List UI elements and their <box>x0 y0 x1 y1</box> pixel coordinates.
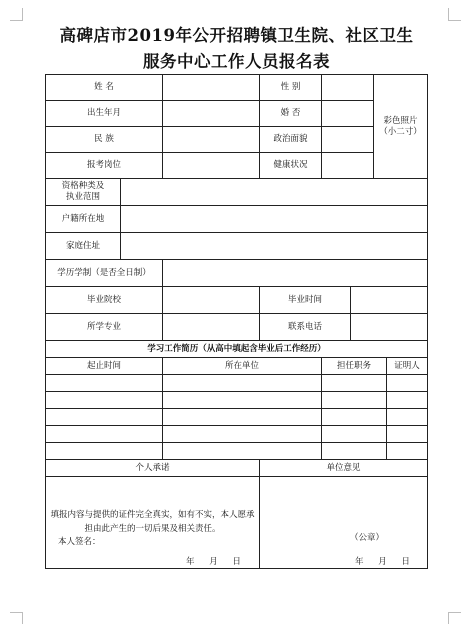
promise-text: 填报内容与提供的证件完全真实，如有不实，本人愿承担由此产生的一切后果及相关责任。 <box>50 510 255 534</box>
ruler-top-right-h <box>448 20 461 21</box>
photo-label: 彩色照片 <box>383 115 418 126</box>
ruler-top-left <box>22 8 23 20</box>
label-gender: 性 别 <box>260 75 322 101</box>
field-health[interactable] <box>322 153 374 179</box>
label-name: 姓 名 <box>46 75 163 101</box>
resume-cell-unit[interactable] <box>163 426 322 443</box>
label-phone: 联系电话 <box>260 314 351 341</box>
field-political[interactable] <box>322 127 374 153</box>
resume-cell-unit[interactable] <box>163 375 322 392</box>
opinion-cell[interactable] <box>260 477 428 569</box>
field-gender[interactable] <box>322 75 374 101</box>
resume-row <box>46 392 428 409</box>
resume-cell-period[interactable] <box>46 426 163 443</box>
resume-row <box>46 426 428 443</box>
resume-cell-position[interactable] <box>322 443 387 460</box>
photo-size-label: （小二寸） <box>379 126 422 137</box>
promise-cell[interactable] <box>46 477 260 569</box>
label-hukou: 户籍所在地 <box>46 206 121 233</box>
resume-row <box>46 375 428 392</box>
field-school[interactable] <box>163 287 260 314</box>
label-political: 政治面貌 <box>260 127 322 153</box>
resume-cell-period[interactable] <box>46 375 163 392</box>
resume-cell-position[interactable] <box>322 409 387 426</box>
field-name[interactable] <box>163 75 260 101</box>
resume-row <box>46 443 428 460</box>
signature-label: 本人签名： <box>58 537 101 547</box>
label-birth: 出生年月 <box>46 101 163 127</box>
ruler-bottom-left <box>22 612 23 624</box>
seal-label: （公章） <box>350 533 385 543</box>
field-ethnicity[interactable] <box>163 127 260 153</box>
label-position: 报考岗位 <box>46 153 163 179</box>
resume-cell-unit[interactable] <box>163 409 322 426</box>
resume-cell-unit[interactable] <box>163 392 322 409</box>
opinion-date: 年 月 日 <box>355 557 410 567</box>
field-grad-time[interactable] <box>351 287 428 314</box>
field-major[interactable] <box>163 314 260 341</box>
label-qualification-line1: 资格种类及 <box>61 181 105 192</box>
resume-cell-witness[interactable] <box>387 443 428 460</box>
label-address: 家庭住址 <box>46 233 121 260</box>
opinion-header: 单位意见 <box>260 460 428 477</box>
field-marital[interactable] <box>322 101 374 127</box>
promise-header: 个人承诺 <box>46 460 260 477</box>
ruler-bottom-left-h <box>10 612 23 613</box>
field-qualification[interactable] <box>121 179 428 206</box>
label-marital: 婚 否 <box>260 101 322 127</box>
label-qualification-line2: 执业范围 <box>65 192 100 202</box>
resume-header-period: 起止时间 <box>46 358 163 375</box>
resume-heading: 学习工作简历（从高中填起含毕业后工作经历） <box>46 341 428 358</box>
label-ethnicity: 民 族 <box>46 127 163 153</box>
registration-form-table <box>45 74 428 569</box>
label-health: 健康状况 <box>260 153 322 179</box>
resume-cell-period[interactable] <box>46 409 163 426</box>
label-grad-time: 毕业时间 <box>260 287 351 314</box>
label-school: 毕业院校 <box>46 287 163 314</box>
resume-header-position: 担任职务 <box>322 358 387 375</box>
resume-cell-witness[interactable] <box>387 392 428 409</box>
ruler-bottom-right <box>448 612 449 624</box>
resume-cell-unit[interactable] <box>163 443 322 460</box>
label-education: 学历学制（是否全日制） <box>46 260 163 287</box>
resume-cell-witness[interactable] <box>387 426 428 443</box>
field-position[interactable] <box>163 153 260 179</box>
label-major: 所学专业 <box>46 314 163 341</box>
promise-date: 年 月 日 <box>186 557 241 567</box>
resume-cell-position[interactable] <box>322 375 387 392</box>
field-education[interactable] <box>163 260 428 287</box>
field-phone[interactable] <box>351 314 428 341</box>
label-qualification <box>46 179 121 206</box>
ruler-bottom-right-h <box>448 612 461 613</box>
ruler-top-right <box>448 8 449 20</box>
field-birth[interactable] <box>163 101 260 127</box>
resume-cell-position[interactable] <box>322 392 387 409</box>
field-address[interactable] <box>121 233 428 260</box>
resume-row <box>46 409 428 426</box>
resume-cell-position[interactable] <box>322 426 387 443</box>
page-title-line1: 高碑店市2019年公开招聘镇卫生院、社区卫生 <box>59 26 414 45</box>
ruler-top-left-h <box>10 20 23 21</box>
resume-cell-witness[interactable] <box>387 409 428 426</box>
photo-box[interactable] <box>374 75 428 179</box>
resume-cell-period[interactable] <box>46 392 163 409</box>
page-title-line2: 服务中心工作人员报名表 <box>143 52 330 71</box>
field-hukou[interactable] <box>121 206 428 233</box>
resume-cell-witness[interactable] <box>387 375 428 392</box>
resume-header-witness: 证明人 <box>387 358 428 375</box>
resume-header-unit: 所在单位 <box>163 358 322 375</box>
resume-cell-period[interactable] <box>46 443 163 460</box>
